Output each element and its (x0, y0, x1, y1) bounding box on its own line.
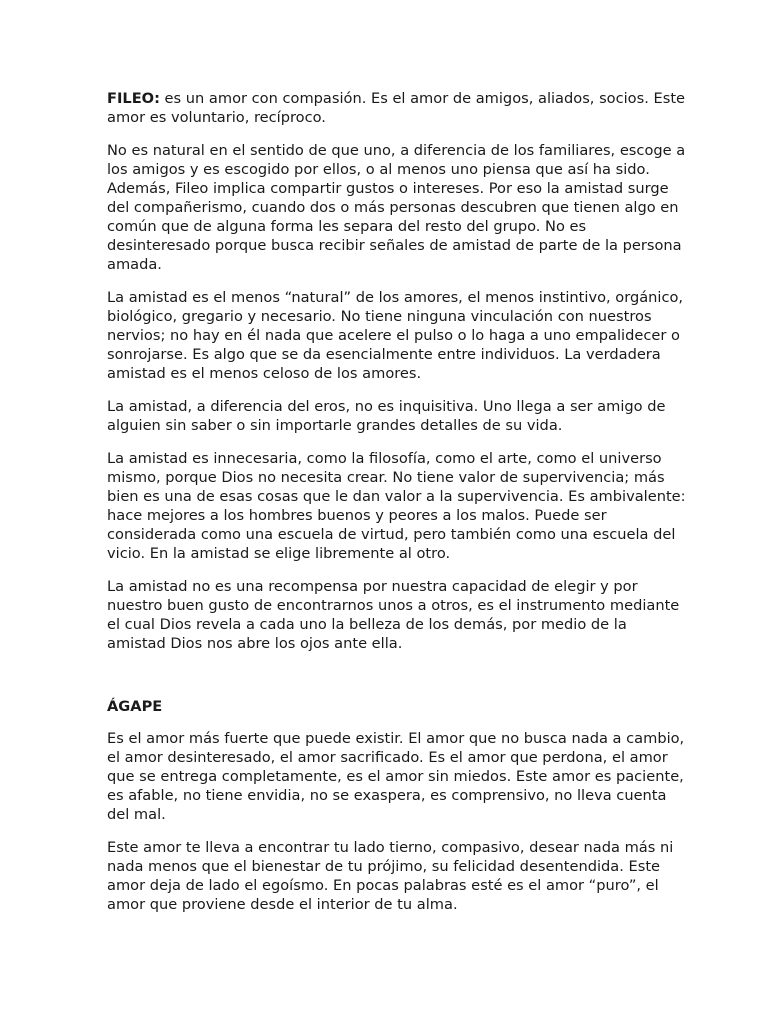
fileo-intro-text: es un amor con compasión. Es el amor de amigos, aliados, socios. Este amor es voluntario, recíproco. (107, 90, 686, 126)
fileo-paragraph: La amistad no es una recompensa por nuestra capacidad de elegir y por nuestro buen gusto de encontrarnos unos a otros, es el instrumento mediante el cual Dios revela a cada uno la belleza de los demás, por medio de la amistad Dios nos abre los ojos ante ella. (107, 578, 680, 652)
section-spacer (107, 667, 688, 697)
fileo-term: FILEO: (107, 90, 160, 107)
agape-heading: ÁGAPE (107, 698, 163, 715)
agape-paragraph: Es el amor más fuerte que puede existir. El amor que no busca nada a cambio, el amor desinteresado, el amor sacrificado. Es el amor que perdona, el amor que se entrega completamente, es el amor sin miedos. Este amor es paciente, es afable, no tiene envidia, no se exaspera, es comprensivo, no lleva cuenta del mal. (107, 730, 685, 823)
fileo-paragraph: No es natural en el sentido de que uno, a diferencia de los familiares, escoge a los amigos y es escogido por ellos, o al menos uno piensa que así ha sido. Además, Fileo implica compartir gustos o intereses. Por eso la amistad surge del compañerismo, cuando dos o más personas descubren que tienen algo en común que de alguna forma les separa del resto del grupo. No es desinteresado porque busca recibir señales de amistad de parte de la persona amada. (107, 142, 686, 273)
fileo-paragraph: La amistad, a diferencia del eros, no es inquisitiva. Uno llega a ser amigo de alguien sin saber o sin importarle grandes detalles de su vida. (107, 398, 666, 434)
agape-section (107, 697, 688, 914)
agape-paragraph: Este amor te lleva a encontrar tu lado tierno, compasivo, desear nada más ni nada menos que el bienestar de tu prójimo, su felicidad desentendida. Este amor deja de lado el egoísmo. En pocas palabras esté es el amor “puro”, el amor que proviene desde el interior de tu alma. (107, 839, 674, 913)
fileo-paragraph: La amistad es innecesaria, como la filosofía, como el arte, como el universo mismo, porque Dios no necesita crear. No tiene valor de supervivencia; más bien es una de esas cosas que le dan valor a la supervivencia. Es ambivalente: hace mejores a los hombres buenos y peores a los malos. Puede ser considerada como una escuela de virtud, pero también como una escuela del vicio. En la amistad se elige libremente al otro. (107, 450, 686, 562)
fileo-section (107, 89, 688, 653)
fileo-intro-paragraph (107, 89, 688, 127)
fileo-paragraph: La amistad es el menos “natural” de los amores, el menos instintivo, orgánico, biológico, gregario y necesario. No tiene ninguna vinculación con nuestros nervios; no hay en él nada que acelere el pulso o lo haga a uno empalidecer o sonrojarse. Es algo que se da esencialmente entre individuos. La verdadera amistad es el menos celoso de los amores. (107, 289, 684, 382)
